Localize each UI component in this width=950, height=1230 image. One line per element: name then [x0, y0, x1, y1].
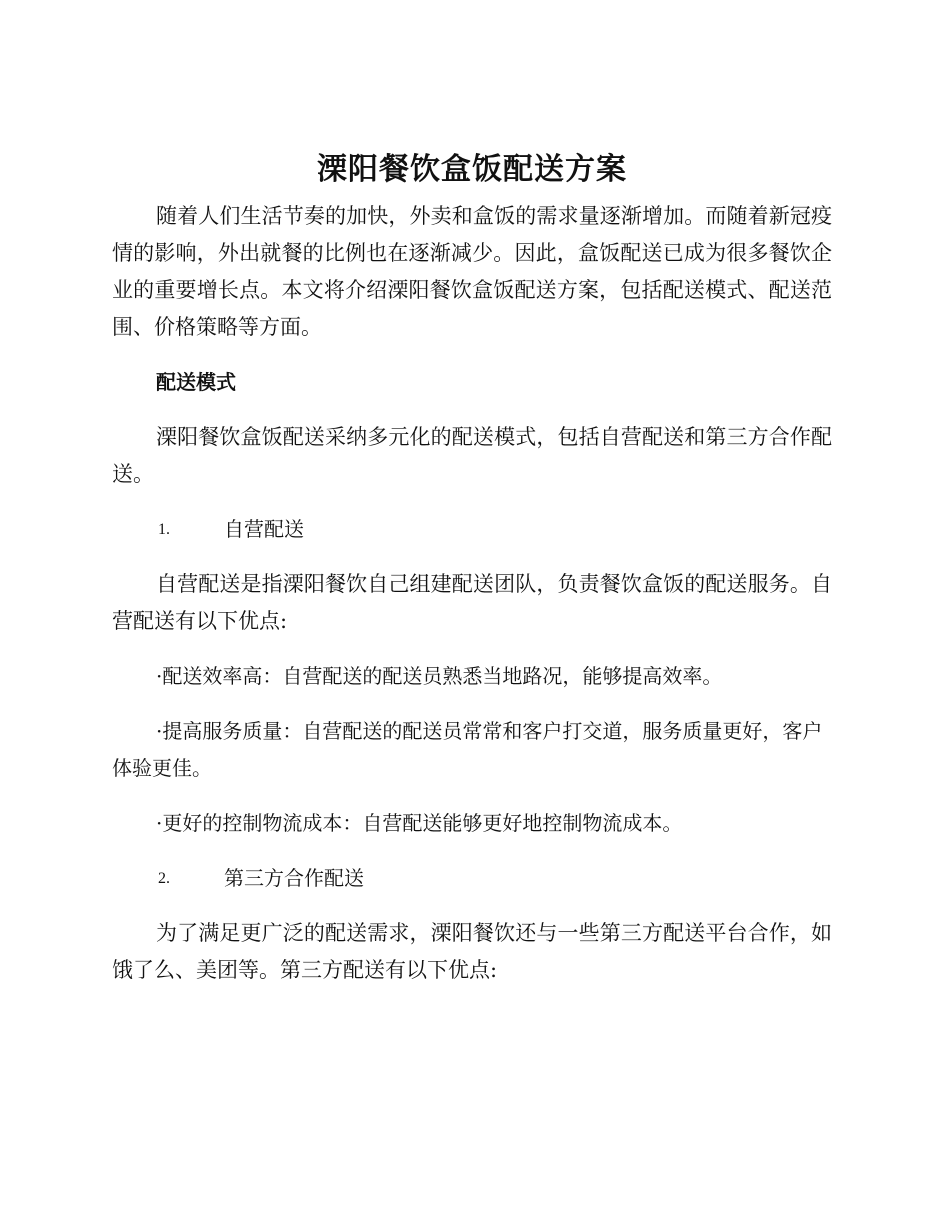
document-title: 溧阳餐饮盒饭配送方案 — [317, 152, 627, 187]
bullet-text: 提高服务质量：自营配送的配送员常常和客户打交道，服务质量更好，客户体验更佳。 — [112, 719, 823, 780]
item-number: 1. — [158, 521, 170, 538]
bullet-text: 配送效率高：自营配送的配送员熟悉当地路况，能够提高效率。 — [162, 664, 723, 688]
numbered-item-third-party-delivery — [112, 860, 832, 897]
intro-paragraph: 随着人们生活节奏的加快，外卖和盒饭的需求量逐渐增加。而随着新冠疫情的影响，外出就餐的比例也在逐渐减少。因此，盒饭配送已成为很多餐饮企业的重要增长点。本文将介绍溧阳餐饮盒饭配送方案，包括配送模式、配送范围、价格策略等方面。 — [112, 204, 832, 339]
bullet-dot: · — [156, 811, 163, 835]
third-party-delivery-paragraph: 为了满足更广泛的配送需求，溧阳餐饮还与一些第三方配送平台合作，如饿了么、美团等。第三方配送有以下优点: — [112, 921, 832, 982]
section-heading-delivery-mode: 配送模式 — [156, 370, 236, 394]
item-label: 第三方合作配送 — [224, 866, 364, 890]
delivery-mode-paragraph: 溧阳餐饮盒饭配送采纳多元化的配送模式，包括自营配送和第三方合作配送。 — [112, 425, 832, 486]
item-number: 2. — [158, 870, 170, 887]
numbered-item-self-delivery — [112, 511, 832, 548]
self-delivery-paragraph: 自营配送是指溧阳餐饮自己组建配送团队，负责餐饮盒饭的配送服务。自营配送有以下优点: — [112, 572, 832, 633]
bullet-dot: · — [156, 664, 163, 688]
bullet-item — [112, 713, 832, 787]
bullet-item — [112, 805, 832, 842]
bullet-dot: · — [156, 719, 163, 743]
document-body — [112, 148, 832, 989]
bullet-text: 更好的控制物流成本：自营配送能够更好地控制物流成本。 — [162, 811, 683, 835]
bullet-item — [112, 658, 832, 695]
item-label: 自营配送 — [224, 517, 304, 541]
